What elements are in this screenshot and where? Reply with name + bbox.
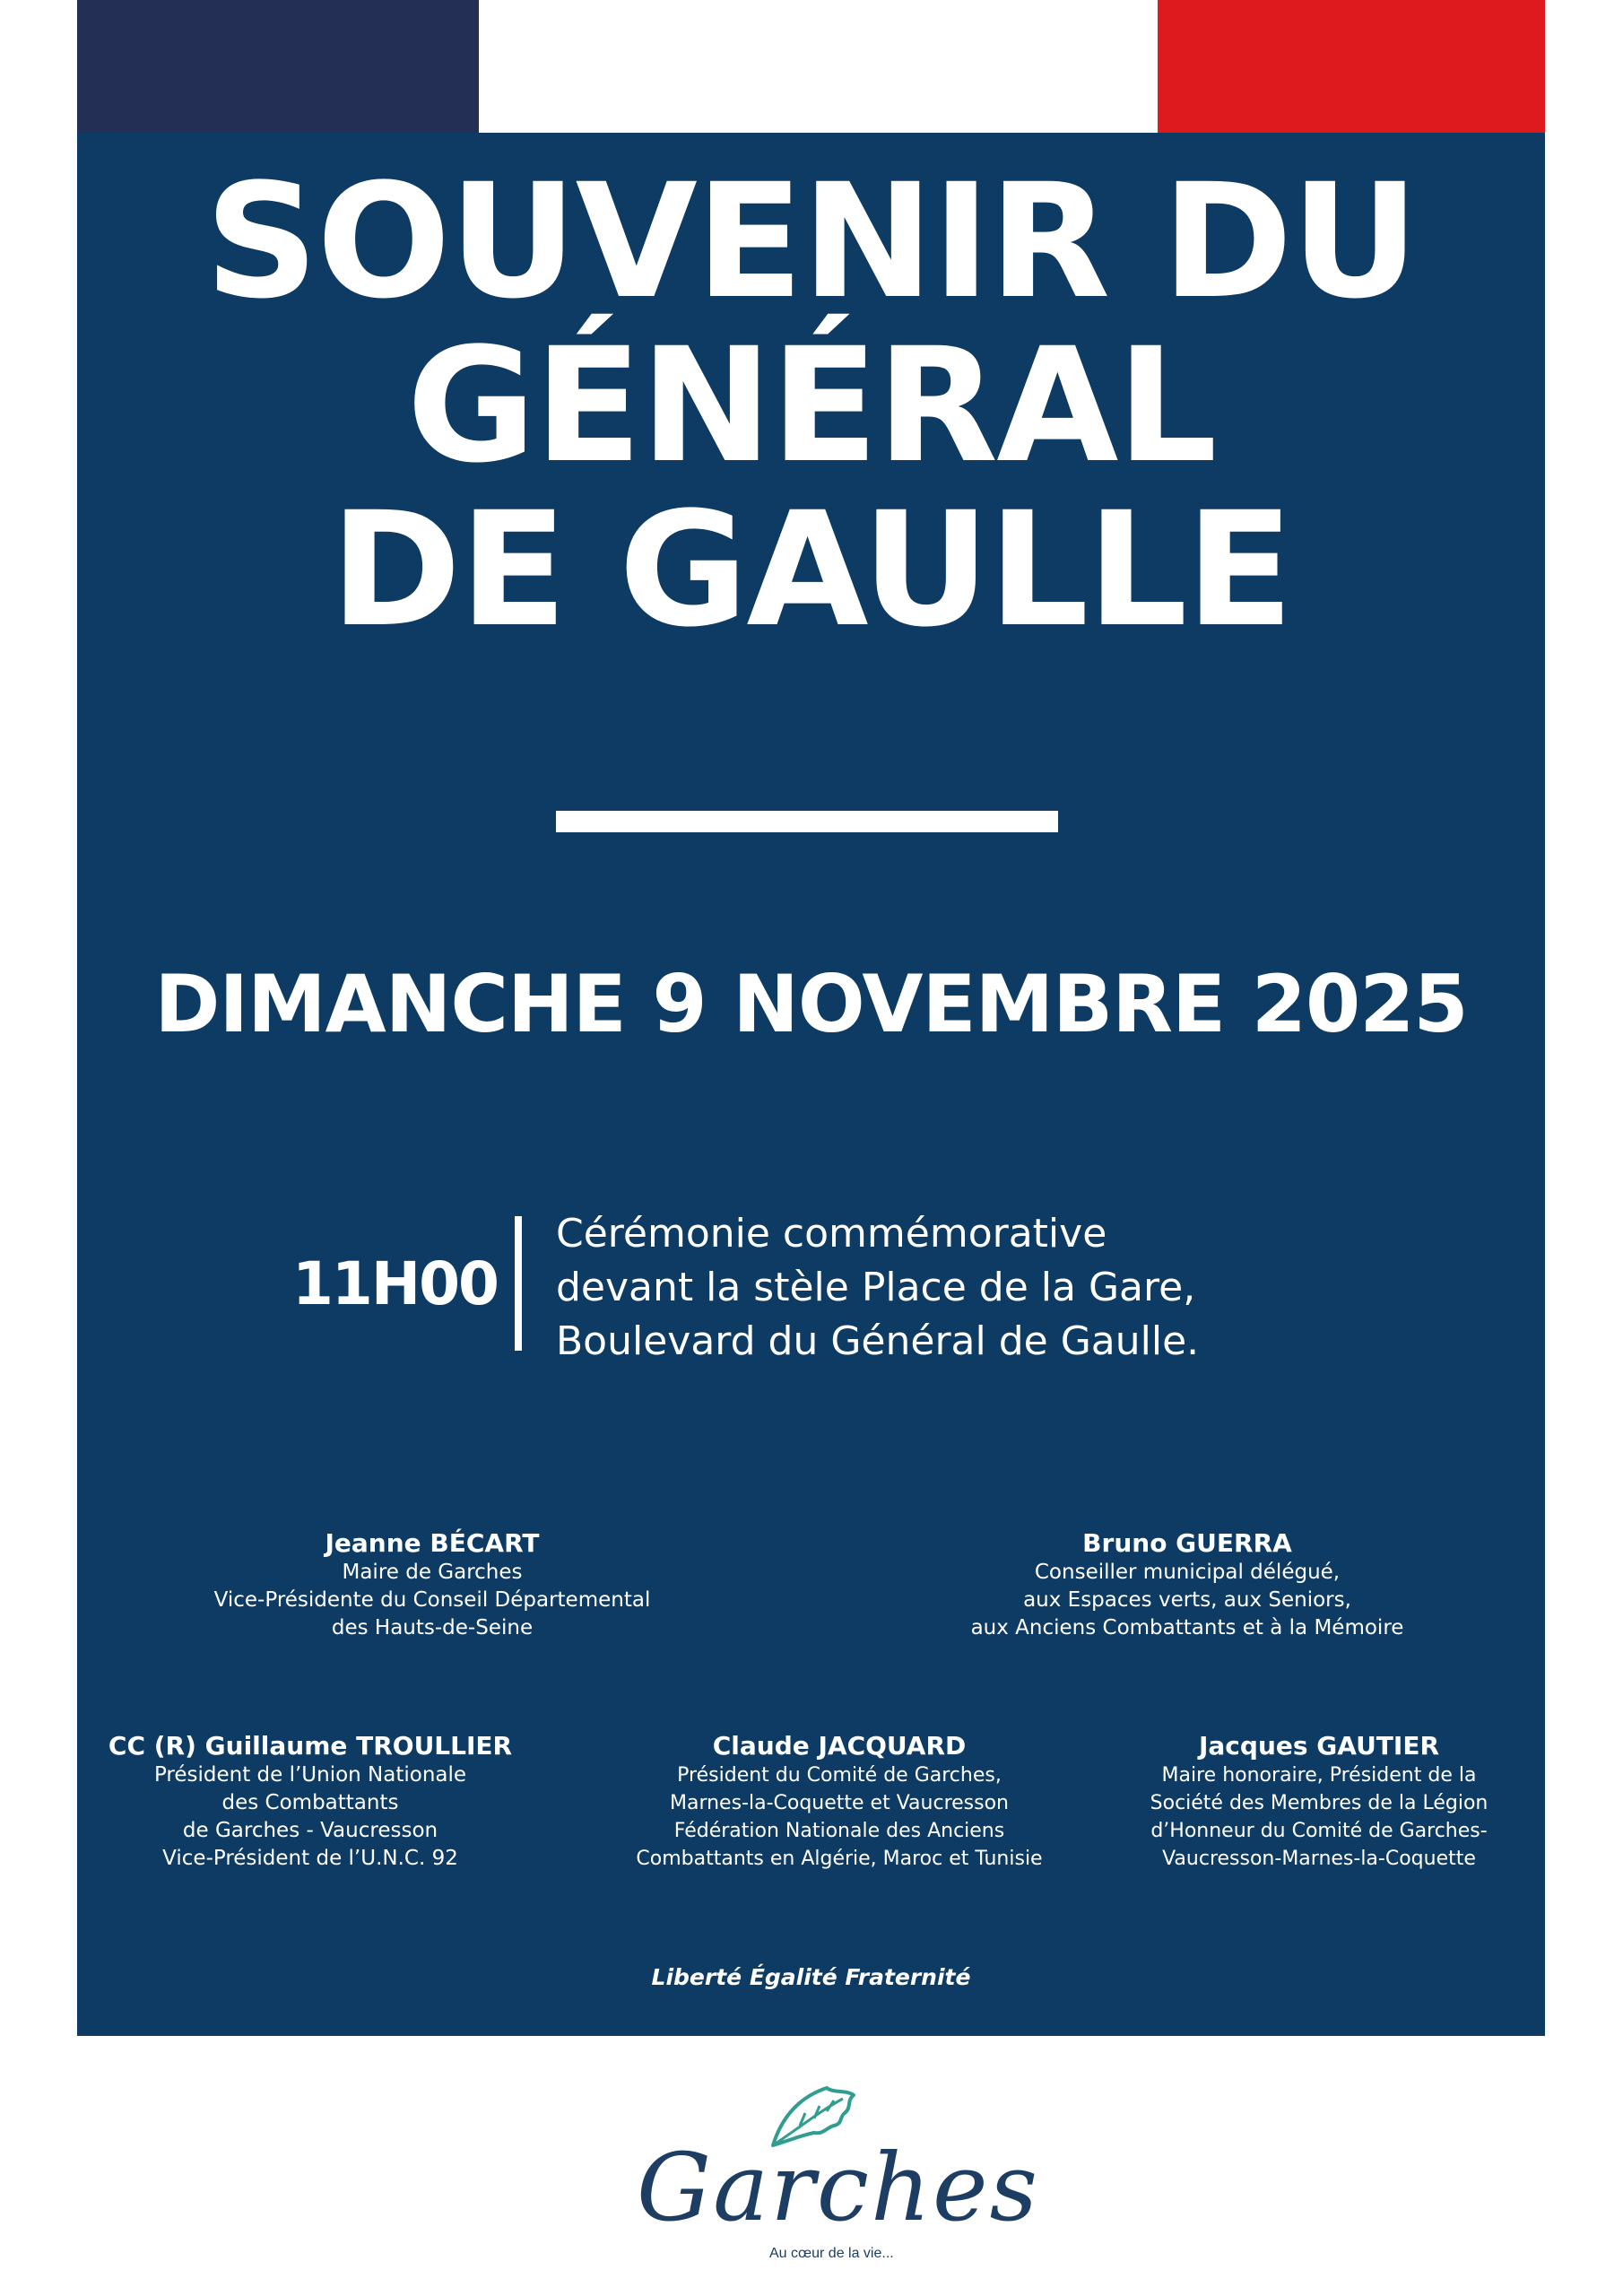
time-separator — [515, 1216, 522, 1351]
person-role: Président du Comité de Garches, — [677, 1764, 1002, 1787]
person-role: Conseiller municipal délégué, — [1034, 1561, 1341, 1584]
person-role: de Garches - Vaucresson — [182, 1819, 438, 1842]
logo-tagline: Au cœur de la vie... — [769, 2246, 894, 2261]
event-description — [556, 1207, 1453, 1369]
person-name: CC (R) Guillaume TROULLIER — [108, 1731, 513, 1761]
person-role: Vaucresson-Marnes-la-Coquette — [1162, 1848, 1476, 1870]
person-name: Jacques GAUTIER — [1198, 1731, 1440, 1761]
poster-title — [77, 150, 1545, 662]
event-line-2: devant la stèle Place de la Gare, — [556, 1265, 1196, 1310]
person-role: des Hauts-de-Seine — [331, 1616, 534, 1639]
event-line-1: Cérémonie commémorative — [556, 1211, 1107, 1257]
title-divider — [556, 811, 1058, 832]
person-role: Combattants en Algérie, Maroc et Tunisie — [636, 1848, 1043, 1870]
person-role: Marnes-la-Coquette et Vaucresson — [669, 1792, 1010, 1814]
person-role: Fédération Nationale des Anciens — [673, 1820, 1005, 1842]
flag-red-band — [1158, 0, 1545, 133]
person-role: aux Espaces verts, aux Seniors, — [1023, 1588, 1351, 1612]
flag-blue-band — [77, 0, 479, 133]
event-line-3: Boulevard du Général de Gaulle. — [556, 1318, 1200, 1364]
person-troullier — [95, 1731, 525, 1873]
person-jacquard — [597, 1731, 1081, 1873]
person-role: Vice-Président de l’U.N.C. 92 — [162, 1847, 458, 1870]
event-time: 11H00 — [292, 1249, 498, 1318]
person-name: Claude JACQUARD — [712, 1731, 967, 1761]
title-line-1: SOUVENIR DU — [204, 150, 1418, 334]
person-role: aux Anciens Combattants et à la Mémoire — [970, 1616, 1404, 1639]
person-guerra — [882, 1528, 1492, 1642]
person-name: Jeanne BÉCART — [325, 1528, 540, 1558]
flag-white-band — [479, 0, 1158, 133]
person-name: Bruno GUERRA — [1082, 1528, 1292, 1558]
person-role: Société des Membres de la Légion — [1150, 1792, 1488, 1814]
republic-motto: Liberté Égalité Fraternité — [651, 1964, 971, 1990]
garches-logo — [637, 2081, 1039, 2261]
person-role: Maire honoraire, Président de la — [1161, 1764, 1477, 1787]
person-becart — [181, 1528, 683, 1642]
person-role: d’Honneur du Comité de Garches- — [1150, 1820, 1488, 1842]
person-gautier — [1108, 1731, 1530, 1873]
poster-panel — [77, 133, 1545, 2036]
event-date: DIMANCHE 9 NOVEMBRE 2025 — [154, 958, 1468, 1050]
logo-wordmark: Garches — [637, 2133, 1039, 2242]
person-role: des Combattants — [221, 1791, 399, 1814]
person-role: Maire de Garches — [342, 1561, 523, 1584]
title-line-2: GÉNÉRAL — [406, 314, 1216, 498]
person-role: Président de l’Union Nationale — [153, 1763, 467, 1787]
person-role: Vice-Présidente du Conseil Départemental — [213, 1588, 651, 1612]
title-line-3: DE GAULLE — [330, 478, 1292, 662]
